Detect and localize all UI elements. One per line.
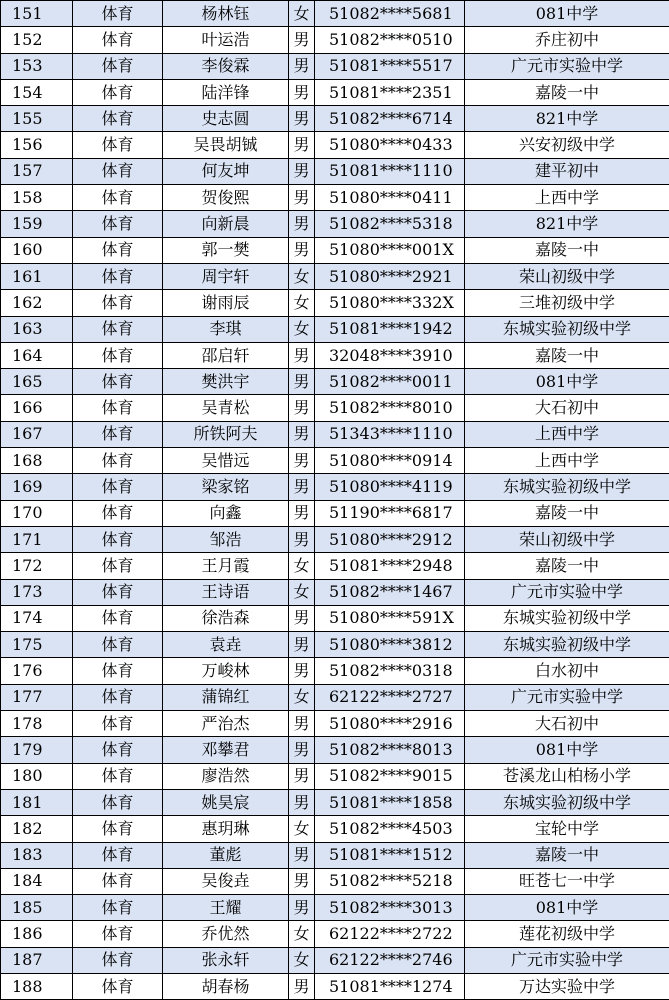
gender-cell: 男 [289,106,315,132]
student-name-cell: 所铁阿夫 [163,421,289,447]
category-cell: 体育 [73,921,163,947]
row-number-cell: 178 [1,711,73,737]
gender-cell: 男 [289,211,315,237]
id-number-cell: 51081****2351 [315,79,465,105]
gender-cell: 男 [289,737,315,763]
table-row [1,27,669,53]
student-name-cell: 郭一樊 [163,237,289,263]
id-number-cell: 51082****4503 [315,816,465,842]
category-cell: 体育 [73,342,163,368]
school-cell: 嘉陵一中 [465,842,669,868]
id-number-cell: 51080****2921 [315,263,465,289]
category-cell: 体育 [73,816,163,842]
category-cell: 体育 [73,474,163,500]
row-number-cell: 157 [1,158,73,184]
school-cell: 莲花初级中学 [465,921,669,947]
school-cell: 广元市实验中学 [465,53,669,79]
id-number-cell: 51081****2948 [315,553,465,579]
row-number-cell: 188 [1,973,73,999]
school-cell: 白水初中 [465,658,669,684]
gender-cell: 男 [289,895,315,921]
category-cell: 体育 [73,658,163,684]
category-cell: 体育 [73,605,163,631]
student-name-cell: 吴青松 [163,395,289,421]
row-number-cell: 168 [1,448,73,474]
student-name-cell: 万峻林 [163,658,289,684]
school-cell: 上西中学 [465,448,669,474]
student-name-cell: 何友坤 [163,158,289,184]
school-cell: 081中学 [465,1,669,27]
school-cell: 旺苍七一中学 [465,868,669,894]
category-cell: 体育 [73,27,163,53]
row-number-cell: 179 [1,737,73,763]
row-number-cell: 151 [1,1,73,27]
table-row [1,106,669,132]
id-number-cell: 51190****6817 [315,500,465,526]
row-number-cell: 160 [1,237,73,263]
gender-cell: 男 [289,500,315,526]
category-cell: 体育 [73,711,163,737]
row-number-cell: 186 [1,921,73,947]
id-number-cell: 51082****5681 [315,1,465,27]
table-row [1,763,669,789]
category-cell: 体育 [73,369,163,395]
category-cell: 体育 [73,448,163,474]
id-number-cell: 32048****3910 [315,342,465,368]
student-name-cell: 樊洪宇 [163,369,289,395]
row-number-cell: 164 [1,342,73,368]
school-cell: 东城实验初级中学 [465,632,669,658]
school-cell: 嘉陵一中 [465,79,669,105]
table-row [1,947,669,973]
id-number-cell: 51081****5517 [315,53,465,79]
gender-cell: 女 [289,579,315,605]
category-cell: 体育 [73,500,163,526]
gender-cell: 女 [289,553,315,579]
row-number-cell: 177 [1,684,73,710]
student-name-cell: 邵启轩 [163,342,289,368]
table-row [1,789,669,815]
gender-cell: 男 [289,605,315,631]
id-number-cell: 51080****2916 [315,711,465,737]
row-number-cell: 187 [1,947,73,973]
row-number-cell: 176 [1,658,73,684]
student-name-cell: 向新晨 [163,211,289,237]
table-row [1,211,669,237]
id-number-cell: 51081****1512 [315,842,465,868]
table-row [1,395,669,421]
id-number-cell: 51081****1274 [315,973,465,999]
student-name-cell: 王诗语 [163,579,289,605]
school-cell: 上西中学 [465,185,669,211]
school-cell: 081中学 [465,369,669,395]
school-cell: 广元市实验中学 [465,947,669,973]
gender-cell: 男 [289,973,315,999]
row-number-cell: 167 [1,421,73,447]
student-name-cell: 吴惜远 [163,448,289,474]
row-number-cell: 158 [1,185,73,211]
school-cell: 万达实验中学 [465,973,669,999]
table-row [1,290,669,316]
category-cell: 体育 [73,789,163,815]
student-name-cell: 史志圆 [163,106,289,132]
category-cell: 体育 [73,684,163,710]
gender-cell: 男 [289,79,315,105]
student-name-cell: 李琪 [163,316,289,342]
id-number-cell: 51082****0011 [315,369,465,395]
student-name-cell: 廖浩然 [163,763,289,789]
category-cell: 体育 [73,842,163,868]
gender-cell: 男 [289,395,315,421]
gender-cell: 男 [289,789,315,815]
table-row [1,579,669,605]
gender-cell: 女 [289,263,315,289]
id-number-cell: 51080****0433 [315,132,465,158]
row-number-cell: 174 [1,605,73,631]
student-name-cell: 杨林钰 [163,1,289,27]
row-number-cell: 163 [1,316,73,342]
id-number-cell: 51082****3013 [315,895,465,921]
student-name-cell: 邓攀君 [163,737,289,763]
table-row [1,79,669,105]
id-number-cell: 51082****8013 [315,737,465,763]
row-number-cell: 184 [1,868,73,894]
student-name-cell: 谢雨辰 [163,290,289,316]
student-name-cell: 蒲锦红 [163,684,289,710]
table-row [1,895,669,921]
school-cell: 荣山初级中学 [465,263,669,289]
table-row [1,237,669,263]
school-cell: 嘉陵一中 [465,342,669,368]
table-row [1,737,669,763]
table-row [1,632,669,658]
category-cell: 体育 [73,526,163,552]
student-name-cell: 徐浩森 [163,605,289,631]
student-name-cell: 邹浩 [163,526,289,552]
row-number-cell: 172 [1,553,73,579]
school-cell: 苍溪龙山柏杨小学 [465,763,669,789]
student-name-cell: 李俊霖 [163,53,289,79]
id-number-cell: 62122****2722 [315,921,465,947]
table-row [1,474,669,500]
category-cell: 体育 [73,79,163,105]
id-number-cell: 51082****5318 [315,211,465,237]
table-row [1,185,669,211]
table-row [1,605,669,631]
id-number-cell: 51080****4119 [315,474,465,500]
gender-cell: 男 [289,132,315,158]
category-cell: 体育 [73,395,163,421]
student-name-cell: 吴畏胡铖 [163,132,289,158]
school-cell: 建平初中 [465,158,669,184]
student-name-cell: 董彪 [163,842,289,868]
row-number-cell: 159 [1,211,73,237]
school-cell: 乔庄初中 [465,27,669,53]
id-number-cell: 51082****5218 [315,868,465,894]
id-number-cell: 62122****2727 [315,684,465,710]
table-row [1,658,669,684]
table-row [1,526,669,552]
category-cell: 体育 [73,185,163,211]
category-cell: 体育 [73,53,163,79]
school-cell: 上西中学 [465,421,669,447]
gender-cell: 男 [289,237,315,263]
school-cell: 东城实验初级中学 [465,316,669,342]
gender-cell: 女 [289,684,315,710]
row-number-cell: 170 [1,500,73,526]
student-name-cell: 袁垚 [163,632,289,658]
table-row [1,421,669,447]
id-number-cell: 51082****0510 [315,27,465,53]
row-number-cell: 155 [1,106,73,132]
student-name-cell: 梁家铭 [163,474,289,500]
table-row [1,158,669,184]
id-number-cell: 51080****332X [315,290,465,316]
row-number-cell: 183 [1,842,73,868]
student-name-cell: 乔优然 [163,921,289,947]
table-row [1,553,669,579]
id-number-cell: 51080****0411 [315,185,465,211]
gender-cell: 男 [289,158,315,184]
category-cell: 体育 [73,237,163,263]
category-cell: 体育 [73,632,163,658]
gender-cell: 女 [289,1,315,27]
row-number-cell: 175 [1,632,73,658]
row-number-cell: 180 [1,763,73,789]
table-row [1,316,669,342]
school-cell: 821中学 [465,106,669,132]
student-name-cell: 严治杰 [163,711,289,737]
gender-cell: 女 [289,947,315,973]
table-row [1,263,669,289]
gender-cell: 男 [289,868,315,894]
school-cell: 081中学 [465,895,669,921]
table-row [1,816,669,842]
student-name-cell: 向鑫 [163,500,289,526]
id-number-cell: 51082****1467 [315,579,465,605]
student-name-cell: 贺俊熙 [163,185,289,211]
student-name-cell: 姚昊宸 [163,789,289,815]
student-name-cell: 周宇轩 [163,263,289,289]
school-cell: 嘉陵一中 [465,237,669,263]
table-row [1,711,669,737]
school-cell: 广元市实验中学 [465,579,669,605]
table-row [1,921,669,947]
category-cell: 体育 [73,737,163,763]
category-cell: 体育 [73,263,163,289]
category-cell: 体育 [73,421,163,447]
id-number-cell: 51082****0318 [315,658,465,684]
gender-cell: 男 [289,526,315,552]
gender-cell: 男 [289,632,315,658]
row-number-cell: 185 [1,895,73,921]
table-row [1,868,669,894]
table-row [1,53,669,79]
id-number-cell: 51081****1942 [315,316,465,342]
row-number-cell: 173 [1,579,73,605]
row-number-cell: 165 [1,369,73,395]
row-number-cell: 156 [1,132,73,158]
school-cell: 081中学 [465,737,669,763]
table-row [1,684,669,710]
student-name-cell: 叶运浩 [163,27,289,53]
table-body [1,1,669,1000]
student-name-cell: 王耀 [163,895,289,921]
row-number-cell: 181 [1,789,73,815]
student-name-cell: 胡春杨 [163,973,289,999]
category-cell: 体育 [73,211,163,237]
school-cell: 东城实验初级中学 [465,605,669,631]
row-number-cell: 171 [1,526,73,552]
school-cell: 大石初中 [465,395,669,421]
table-row [1,448,669,474]
row-number-cell: 162 [1,290,73,316]
row-number-cell: 166 [1,395,73,421]
row-number-cell: 153 [1,53,73,79]
gender-cell: 男 [289,763,315,789]
id-number-cell: 51080****3812 [315,632,465,658]
row-number-cell: 182 [1,816,73,842]
category-cell: 体育 [73,868,163,894]
school-cell: 嘉陵一中 [465,553,669,579]
category-cell: 体育 [73,132,163,158]
table-row [1,1,669,27]
category-cell: 体育 [73,947,163,973]
gender-cell: 女 [289,816,315,842]
gender-cell: 男 [289,474,315,500]
id-number-cell: 51080****001X [315,237,465,263]
gender-cell: 男 [289,842,315,868]
gender-cell: 男 [289,185,315,211]
table-row [1,973,669,999]
id-number-cell: 51082****8010 [315,395,465,421]
row-number-cell: 152 [1,27,73,53]
table-row [1,842,669,868]
school-cell: 嘉陵一中 [465,500,669,526]
id-number-cell: 51343****1110 [315,421,465,447]
category-cell: 体育 [73,290,163,316]
school-cell: 三堆初级中学 [465,290,669,316]
gender-cell: 男 [289,369,315,395]
table-row [1,500,669,526]
student-name-cell: 惠玥琳 [163,816,289,842]
table-row [1,369,669,395]
school-cell: 东城实验初级中学 [465,474,669,500]
gender-cell: 女 [289,290,315,316]
school-cell: 宝轮中学 [465,816,669,842]
category-cell: 体育 [73,895,163,921]
category-cell: 体育 [73,106,163,132]
category-cell: 体育 [73,973,163,999]
gender-cell: 男 [289,53,315,79]
category-cell: 体育 [73,1,163,27]
student-name-cell: 王月霞 [163,553,289,579]
id-number-cell: 51080****2912 [315,526,465,552]
school-cell: 兴安初级中学 [465,132,669,158]
gender-cell: 女 [289,316,315,342]
gender-cell: 男 [289,711,315,737]
gender-cell: 男 [289,658,315,684]
school-cell: 821中学 [465,211,669,237]
category-cell: 体育 [73,316,163,342]
row-number-cell: 169 [1,474,73,500]
student-name-cell: 吴俊垚 [163,868,289,894]
id-number-cell: 62122****2746 [315,947,465,973]
gender-cell: 男 [289,448,315,474]
id-number-cell: 51080****0914 [315,448,465,474]
id-number-cell: 51080****591X [315,605,465,631]
school-cell: 东城实验初级中学 [465,789,669,815]
category-cell: 体育 [73,553,163,579]
table-row [1,132,669,158]
id-number-cell: 51081****1110 [315,158,465,184]
id-number-cell: 51081****1858 [315,789,465,815]
id-number-cell: 51082****6714 [315,106,465,132]
school-cell: 广元市实验中学 [465,684,669,710]
category-cell: 体育 [73,763,163,789]
row-number-cell: 154 [1,79,73,105]
id-number-cell: 51082****9015 [315,763,465,789]
school-cell: 大石初中 [465,711,669,737]
table-row [1,342,669,368]
school-cell: 荣山初级中学 [465,526,669,552]
gender-cell: 男 [289,27,315,53]
gender-cell: 男 [289,421,315,447]
student-name-cell: 张永轩 [163,947,289,973]
category-cell: 体育 [73,579,163,605]
row-number-cell: 161 [1,263,73,289]
gender-cell: 男 [289,342,315,368]
category-cell: 体育 [73,158,163,184]
student-name-cell: 陆洋锋 [163,79,289,105]
gender-cell: 女 [289,921,315,947]
